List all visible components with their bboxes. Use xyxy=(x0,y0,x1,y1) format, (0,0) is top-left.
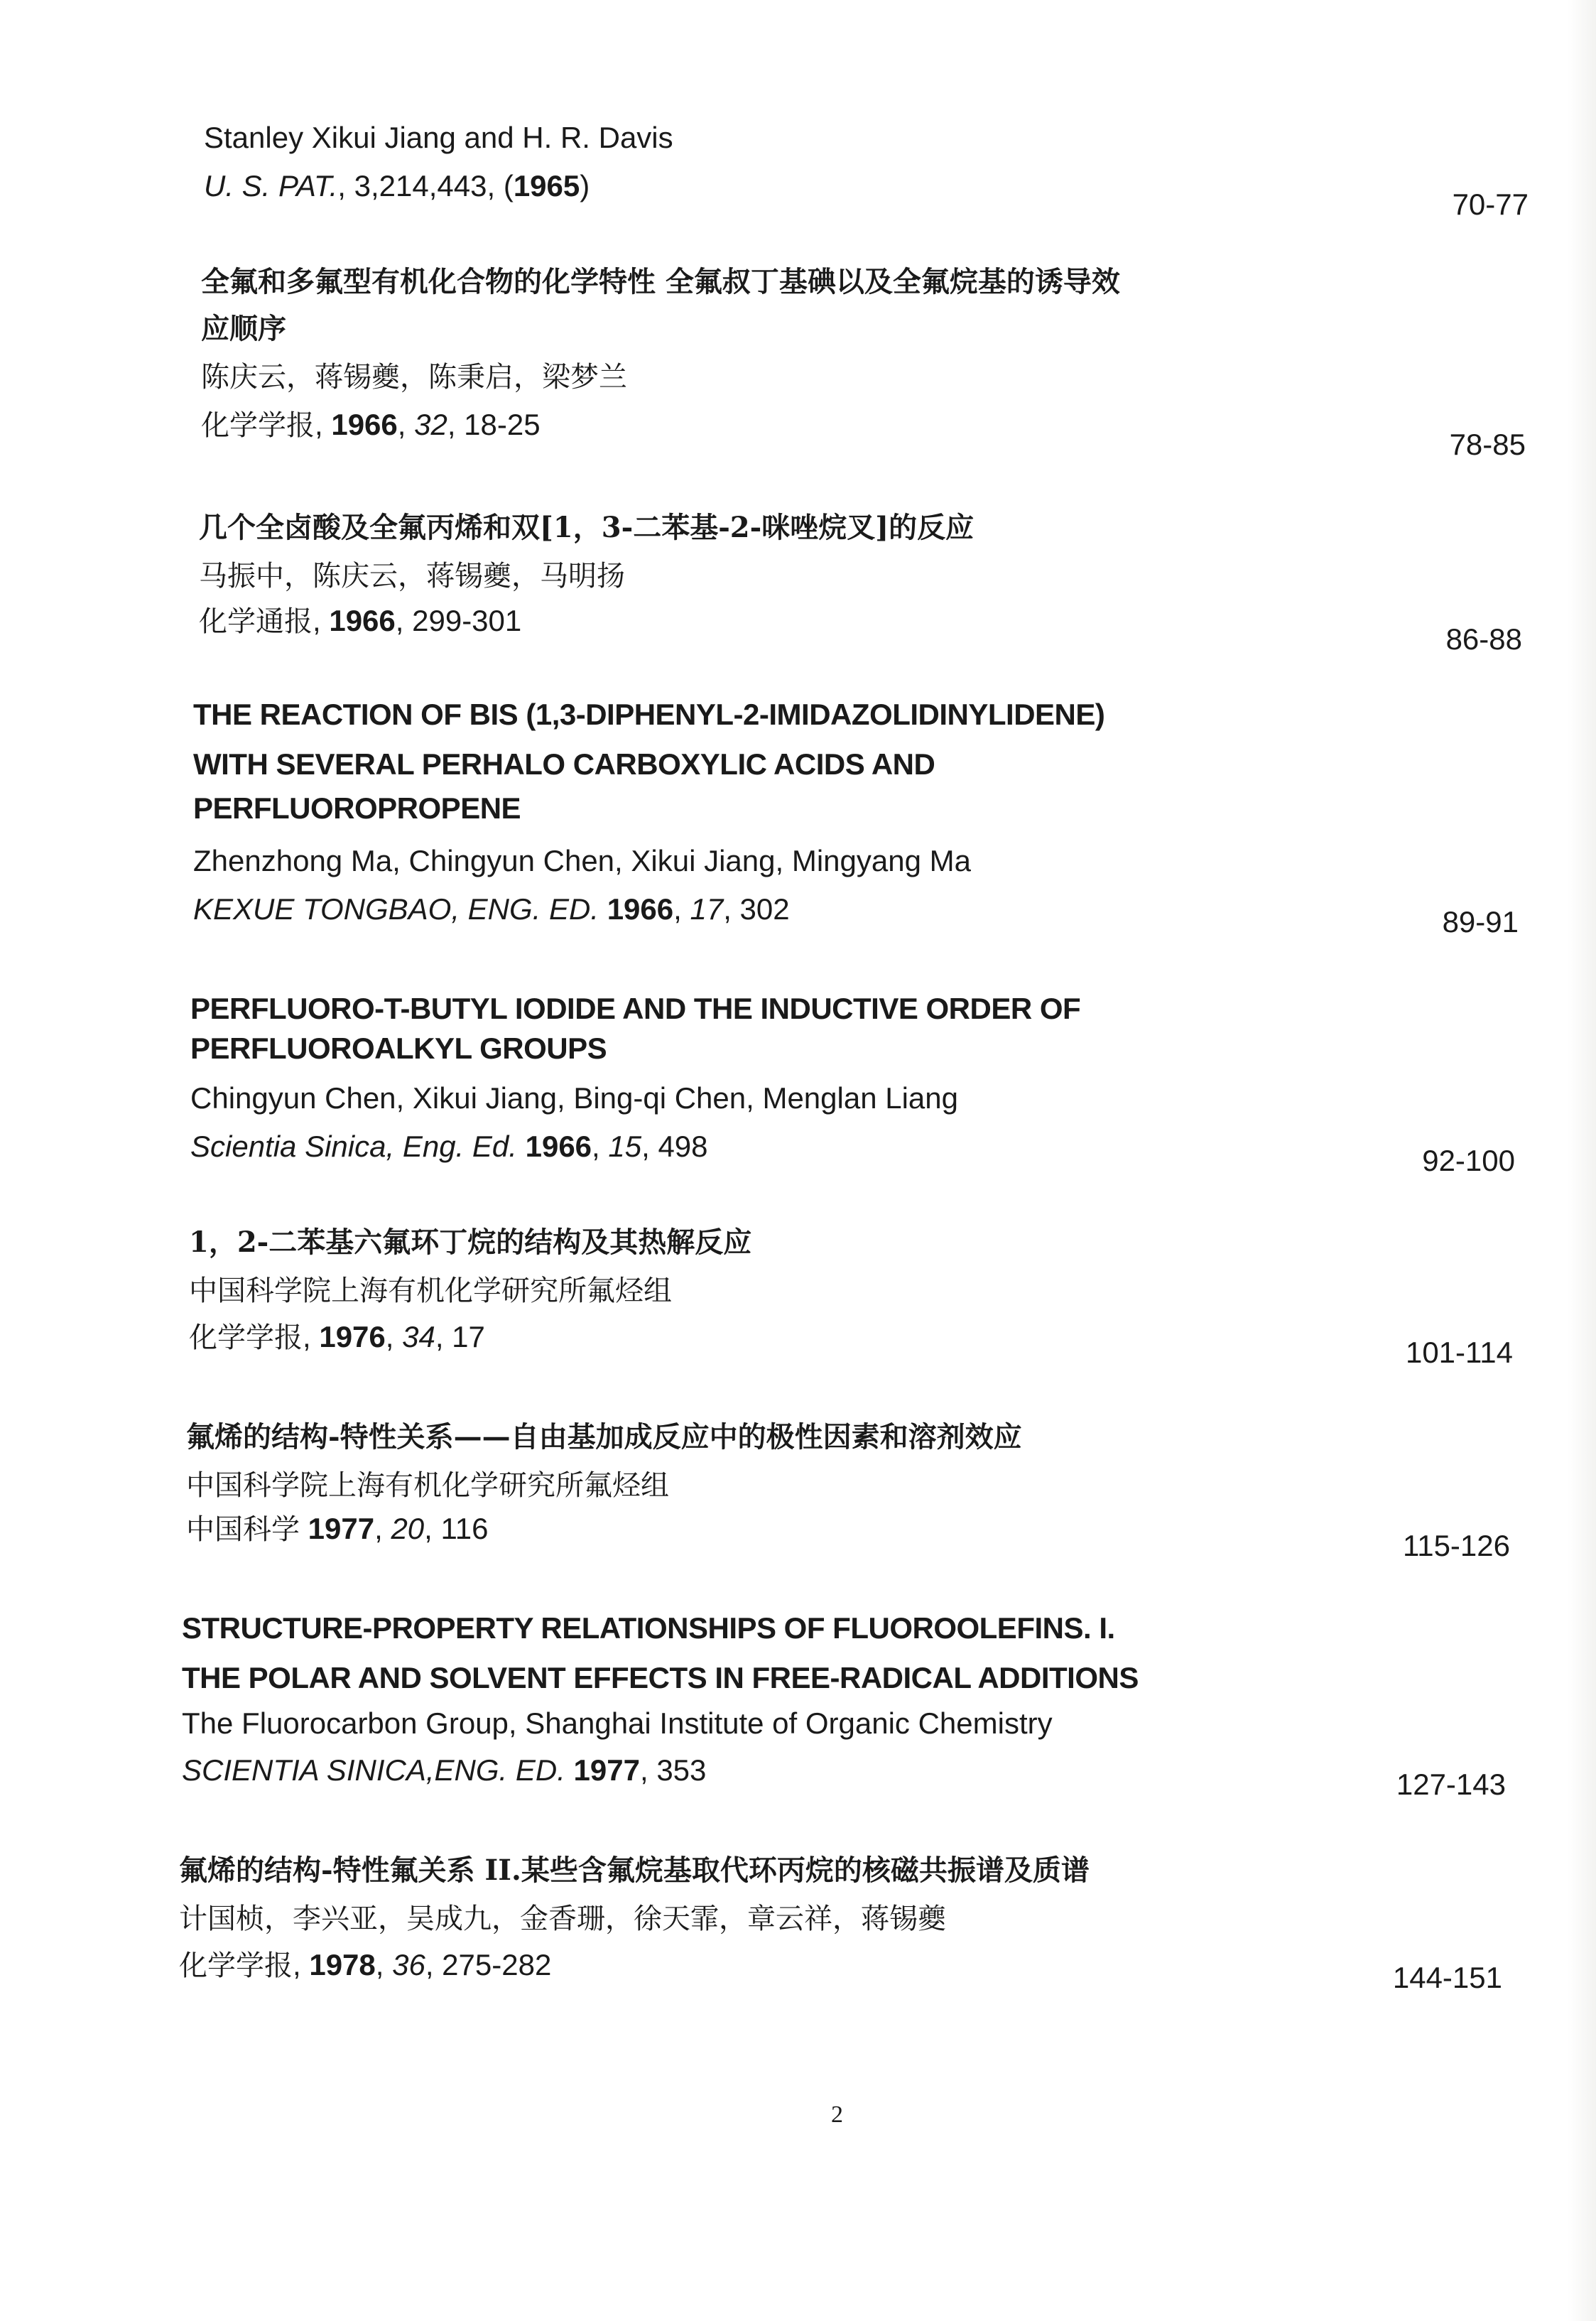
reference-text: Scientia Sinica, Eng. Ed. xyxy=(190,1130,517,1163)
reference-text: 32 xyxy=(414,408,447,441)
reference-text: 1，2-二苯基六氟环丁烷的结构及其热解反应 xyxy=(189,1226,752,1259)
reference-text: 1966 xyxy=(331,408,398,441)
reference-text: 中国科学 xyxy=(186,1513,300,1546)
reference-line xyxy=(186,1466,669,1504)
reference-line xyxy=(193,746,935,783)
reference-text xyxy=(517,1130,526,1163)
page-range: 89-91 xyxy=(1442,905,1519,938)
reference-text: THE REACTION OF BIS (1,3-DIPHENYL-2-IMIDAZOLIDINYLIDENE) xyxy=(193,698,1105,731)
reference-text: 化学学报 xyxy=(189,1321,303,1354)
reference-text: 1978 xyxy=(309,1948,376,1981)
page-range: 92-100 xyxy=(1422,1144,1515,1177)
reference-text: Chingyun Chen, Xikui Jiang, Bing-qi Chen, Menglan Liang xyxy=(190,1081,959,1115)
reference-text: ) xyxy=(580,169,590,202)
page-range: 101-114 xyxy=(1405,1336,1513,1369)
reference-text: 20 xyxy=(391,1512,425,1545)
reference-line xyxy=(190,990,1080,1027)
reference-text: , xyxy=(385,1320,403,1353)
reference-line xyxy=(179,1851,1090,1889)
reference-text: 计国桢，李兴亚，吴成九，金香珊，徐天霏，章云祥，蒋锡夔 xyxy=(179,1903,946,1935)
reference-line xyxy=(199,602,521,640)
reference-text: 1976 xyxy=(319,1320,386,1353)
reference-text: , xyxy=(673,892,690,926)
page-range: 86-88 xyxy=(1445,622,1522,656)
reference-text: Zhenzhong Ma, Chingyun Chen, Xikui Jiang, Mingyang Ma xyxy=(193,844,971,877)
reference-text: 马振中，陈庆云，蒋锡夔，马明扬 xyxy=(199,560,625,593)
reference-line xyxy=(182,1660,1139,1697)
reference-text: 1977 xyxy=(573,1753,640,1787)
reference-text: 17 xyxy=(690,892,724,926)
reference-text: 1966 xyxy=(329,604,396,637)
reference-line xyxy=(182,1752,706,1789)
reference-text: 化学学报 xyxy=(179,1949,293,1982)
reference-text xyxy=(300,1512,308,1545)
reference-text: 全氟和多氟型有机化合物的化学特性 全氟叔丁基碘以及全氟烷基的诱导效 xyxy=(201,265,1120,298)
page-range: 144-151 xyxy=(1392,1961,1502,1994)
reference-text: Stanley Xikui Jiang and H. R. Davis xyxy=(204,121,673,154)
page-range: 70-77 xyxy=(1452,188,1529,221)
reference-text: , xyxy=(303,1320,320,1353)
reference-text xyxy=(599,892,607,926)
page-number: 2 xyxy=(831,2101,843,2128)
reference-text: , 17 xyxy=(435,1320,485,1353)
page-range: 127-143 xyxy=(1396,1768,1506,1801)
reference-line xyxy=(179,1900,946,1937)
reference-line xyxy=(189,1272,672,1309)
reference-text: 1966 xyxy=(525,1130,592,1163)
reference-text: 几个全卤酸及全氟丙烯和双[1，3-二苯基-2-咪唑烷叉]的反应 xyxy=(199,511,975,544)
reference-text: STRUCTURE-PROPERTY RELATIONSHIPS OF FLUOROOLEFINS. I. xyxy=(182,1611,1115,1645)
reference-line xyxy=(193,843,971,880)
reference-text: 化学学报 xyxy=(201,409,315,442)
reference-line xyxy=(190,1080,958,1117)
reference-text: , xyxy=(374,1512,391,1545)
reference-text: , xyxy=(592,1130,609,1163)
reference-line xyxy=(193,891,790,928)
reference-text: 中国科学院上海有机化学研究所氟烃组 xyxy=(186,1469,669,1502)
reference-text: U. S. PAT. xyxy=(204,169,338,202)
page-range: 78-85 xyxy=(1449,428,1526,461)
reference-line xyxy=(201,263,1120,301)
reference-text: , xyxy=(313,604,330,637)
scan-edge-shading xyxy=(1568,0,1596,2321)
reference-line xyxy=(186,1418,1022,1456)
reference-text: , 353 xyxy=(639,1753,707,1787)
reference-line xyxy=(190,1030,607,1067)
reference-line xyxy=(201,358,627,396)
reference-text: 15 xyxy=(608,1130,642,1163)
reference-line xyxy=(189,1319,485,1356)
reference-text: 36 xyxy=(392,1948,425,1981)
reference-text: , 299-301 xyxy=(395,604,522,637)
reference-text: 氟烯的结构-特性氟关系 II.某些含氟烷基取代环丙烷的核磁共振谱及质谱 xyxy=(179,1854,1090,1887)
reference-text: PERFLUOROPROPENE xyxy=(193,791,521,825)
reference-line xyxy=(189,1223,751,1261)
reference-text: 陈庆云，蒋锡夔，陈秉启，梁梦兰 xyxy=(201,361,627,394)
reference-line xyxy=(182,1610,1115,1647)
reference-text: , 116 xyxy=(424,1512,489,1545)
reference-text xyxy=(565,1753,574,1787)
reference-line xyxy=(199,509,974,546)
reference-text: , 498 xyxy=(641,1130,708,1163)
reference-text: 34 xyxy=(402,1320,435,1353)
reference-text: 1966 xyxy=(607,892,674,926)
reference-text: , xyxy=(375,1948,393,1981)
page-range: 115-126 xyxy=(1402,1529,1510,1562)
reference-text: SCIENTIA SINICA,ENG. ED. xyxy=(182,1753,565,1787)
reference-line xyxy=(186,1510,488,1548)
reference-text: PERFLUORO-T-BUTYL IODIDE AND THE INDUCTIVE ORDER OF xyxy=(190,992,1081,1025)
reference-text: 应顺序 xyxy=(201,312,286,345)
reference-text: 氟烯的结构-特性关系——自由基加成反应中的极性因素和溶剂效应 xyxy=(186,1420,1022,1454)
reference-text: 化学通报 xyxy=(199,605,313,638)
reference-line xyxy=(179,1947,551,1984)
reference-line xyxy=(193,696,1104,733)
reference-text: 中国科学院上海有机化学研究所氟烃组 xyxy=(189,1275,672,1307)
reference-text: , 275-282 xyxy=(425,1948,552,1981)
reference-line xyxy=(204,119,673,156)
reference-line xyxy=(201,310,286,347)
reference-text: 1977 xyxy=(308,1512,375,1545)
reference-text: KEXUE TONGBAO, ENG. ED. xyxy=(193,892,599,926)
reference-line xyxy=(182,1705,1053,1742)
reference-text: , 302 xyxy=(723,892,790,926)
reference-text: , xyxy=(315,408,332,441)
reference-text: WITH SEVERAL PERHALO CARBOXYLIC ACIDS AND xyxy=(193,747,935,781)
reference-line xyxy=(201,406,541,444)
reference-text: , 18-25 xyxy=(447,408,541,441)
reference-text: THE POLAR AND SOLVENT EFFECTS IN FREE-RADICAL ADDITIONS xyxy=(182,1661,1139,1694)
reference-line xyxy=(204,168,590,205)
reference-text: , xyxy=(397,408,415,441)
reference-text: PERFLUOROALKYL GROUPS xyxy=(190,1032,607,1065)
reference-text: The Fluorocarbon Group, Shanghai Institute of Organic Chemistry xyxy=(182,1706,1053,1740)
reference-text: , 3,214,443, ( xyxy=(337,169,514,202)
reference-line xyxy=(193,790,521,827)
reference-text: 1965 xyxy=(513,169,580,202)
reference-text: , xyxy=(293,1948,310,1981)
reference-line xyxy=(190,1128,708,1165)
reference-line xyxy=(199,557,625,595)
